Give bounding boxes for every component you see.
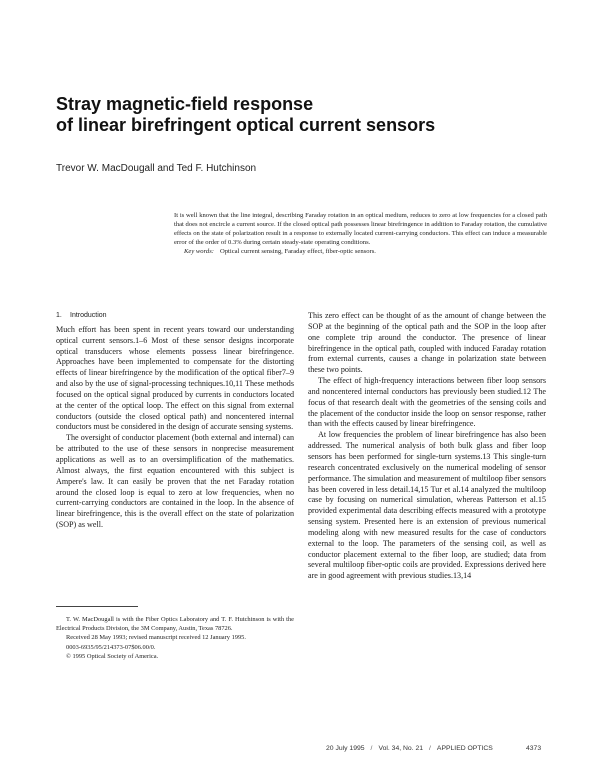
- footnote: [56, 615, 294, 661]
- title-line-2: of linear birefringent optical current sensors: [56, 115, 436, 135]
- keywords-text: Optical current sensing, Faraday effect, fiber-optic sensors.: [219, 248, 376, 256]
- left-column: [56, 311, 294, 531]
- footer-volume: Vol. 34, No. 21: [378, 745, 424, 752]
- footnote-divider: [56, 606, 138, 607]
- footer-journal: APPLIED OPTICS: [436, 745, 493, 752]
- right-paragraph-3: At low frequencies the problem of linear birefringence has also been addressed. The numerical analysis of both bulk glass and fiber loop sensors has been performed for single-turn systems.13 This single-turn research concentrated exclusively on the numerical modeling of sensor performance. The simulation and measurement of multiloop fiber sensors has been covered in less detail.14,15 Tur et al.14 analyzed the multiloop case by focusing on numerical simulation, whereas Patterson et al.15 provided experimental data describing effects measured with a prototype sensing system. Presented here is an extension of previous numerical modeling along with new measured results for the case of conductors external to the loop. The parameters of the sensing coil, as well as conductor placement external to the fiber loop, are studied; data from several multiloop fiber-optic coils are provided. Expressions derived here are in good agreement with previous studies.13,14: [308, 430, 546, 581]
- abstract-text: It is well known that the line integral, describing Faraday rotation in an optical medium, reduces to zero at low frequencies for a closed path that does not encircle a current source. If the closed optical path possesses linear birefringence in addition to Faraday rotation, the cumulative effects on the state of polarization result in a response to externally located current-carrying conductors. This effect can induce a measurable error of the order of 0.3% during certain steady-state operating conditions.: [174, 212, 547, 247]
- section-title: Introduction: [70, 312, 107, 319]
- footnote-affiliation: T. W. MacDougall is with the Fiber Optics Laboratory and T. F. Hutchinson is with the Electrical Products Division, the 3M Company, Austin, Texas 78726.: [56, 616, 294, 633]
- left-paragraph-1: Much effort has been spent in recent years toward our understanding optical current sensors.1–6 Most of these sensor designs incorporate optical transducers whose elements possess linear birefringence. Approaches have been implemented to compensate for the distorting effects of linear birefringence by the modification of the optical fiber7–9 and also by the use of signal-processing techniques.10,11 These methods focused on the optical signal produced by currents in conductors located at the center of the optical loop. The effect on this signal from external conductors (outside the closed optical path) and noncentered internal conductors must be considered in the design of accurate sensing systems.: [56, 324, 294, 432]
- left-paragraph-2: The oversight of conductor placement (both external and internal) can be attributed to the use of these sensors in nonprecise measurement applications as well as to an oversimplification of the mathematics. Almost always, the first equation encountered with this subject is Ampere's law. It can easily be proven that the net Faraday rotation around the closed loop is equal to zero at low frequencies, when no current-carrying conductors are contained in the loop. In the absence of linear birefringence, this is the overall effect on the state of polarization (SOP) as well.: [56, 433, 294, 530]
- abstract: [174, 211, 547, 256]
- title-line-1: Stray magnetic-field response: [56, 94, 314, 114]
- keywords: [174, 247, 547, 256]
- footnote-copyright: © 1995 Optical Society of America.: [66, 652, 159, 660]
- page-number: 4373: [526, 745, 542, 752]
- section-heading: [56, 311, 294, 322]
- section-number: 1.: [56, 312, 62, 319]
- paper-title: [56, 94, 556, 136]
- footnote-received: Received 28 May 1993; revised manuscript received 12 January 1995.: [66, 634, 246, 642]
- running-footer: 20 July 1995 / Vol. 34, No. 21 / APPLIED OPTICS: [326, 745, 493, 752]
- right-paragraph-2: The effect of high-frequency interactions between fiber loop sensors and noncentered internal conductors has previously been studied.12 The focus of that research dealt with the geometries of the sensing coils and the placement of the conductor inside the loop on sensor response, rather than with the effects caused by linear birefringence.: [308, 376, 546, 429]
- footer-date: 20 July 1995: [326, 745, 365, 752]
- keywords-label: Key words:: [184, 248, 214, 256]
- right-column: [308, 311, 546, 582]
- authors: Trevor W. MacDougall and Ted F. Hutchinson: [56, 163, 257, 174]
- footnote-code: 0003-6935/95/214373-07$06.00/0.: [66, 643, 156, 651]
- right-paragraph-1: This zero effect can be thought of as the amount of change between the SOP at the beginning of the optical path and the SOP in the loop after one complete trip around the conductor. The presence of linear birefringence in the optical path, coupled with induced Faraday rotation from external currents, causes a change in polarization state between these two points.: [308, 311, 546, 375]
